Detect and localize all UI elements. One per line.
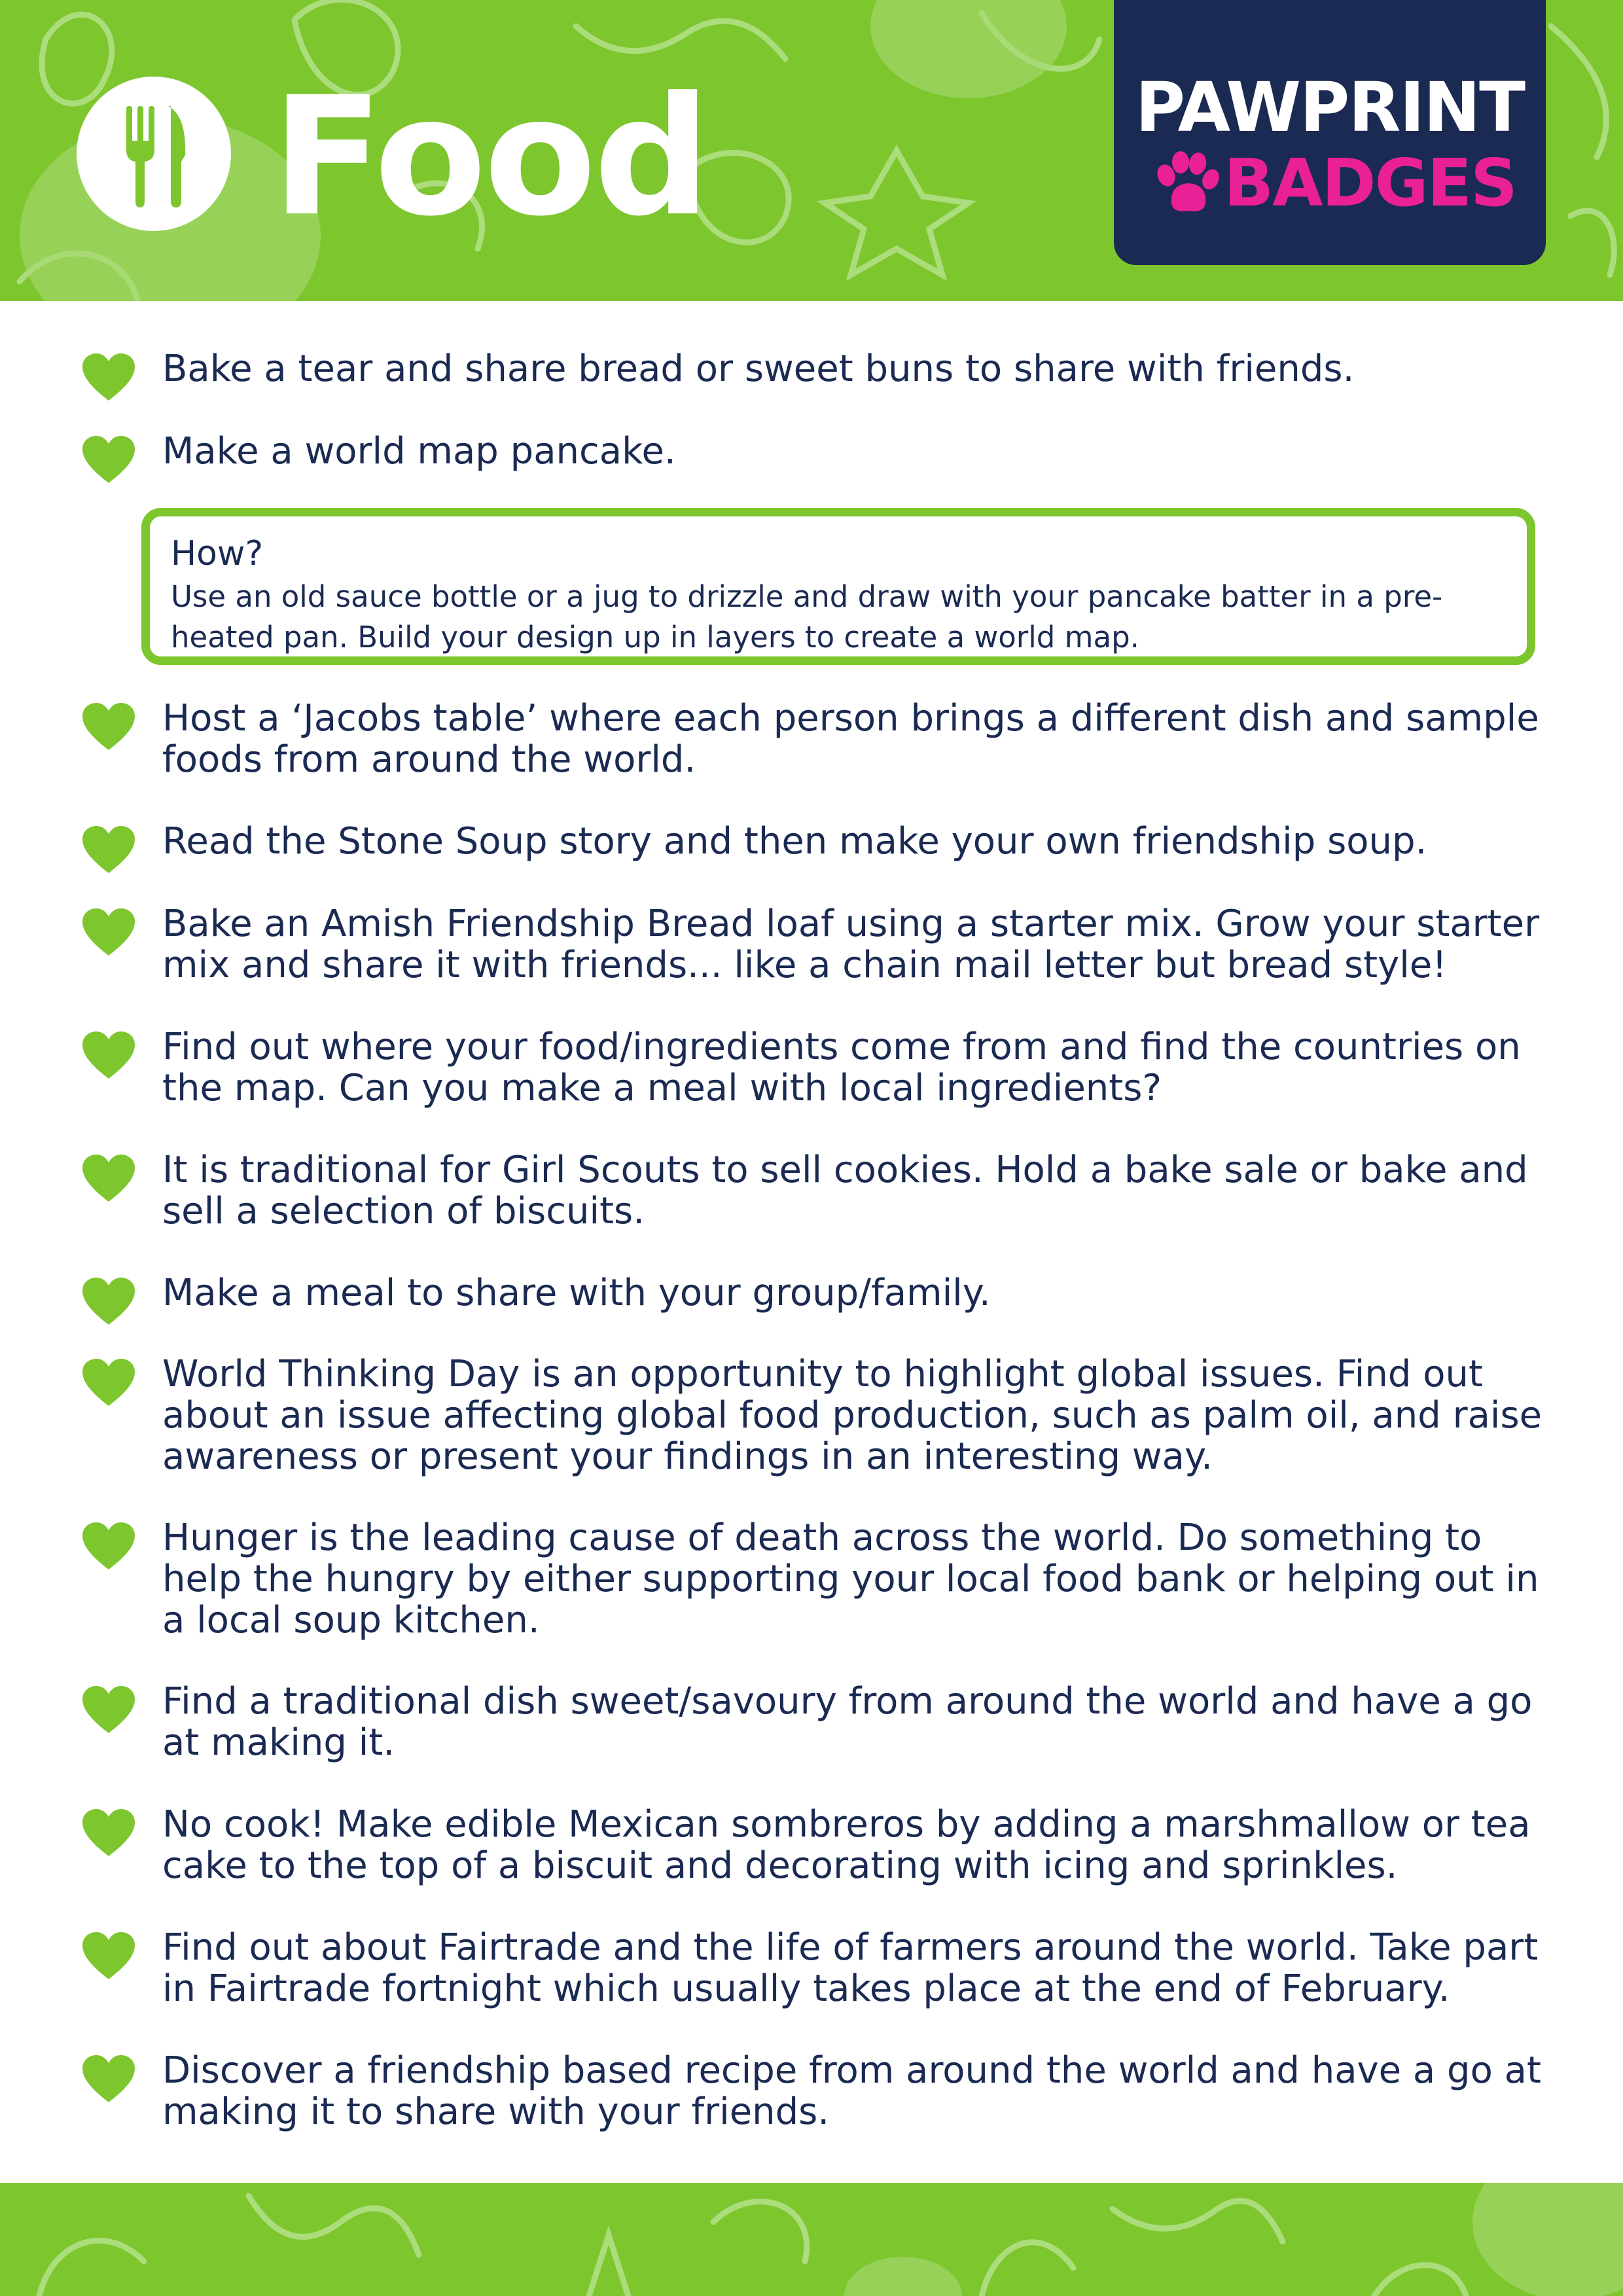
pawprint-badges-logo — [1114, 0, 1546, 265]
item-text: Make a meal to share with your group/family. — [162, 1272, 991, 1314]
fork-knife-icon — [77, 77, 231, 231]
heart-icon — [81, 1357, 136, 1407]
how-body: Use an old sauce bottle or a jug to drizzle and draw with your pancake batter in a pre-heated pan. Build your design up in layers to create a world map. — [171, 579, 1443, 655]
heart-icon — [81, 1808, 136, 1857]
item-text: Host a ‘Jacobs table’ where each person brings a different dish and sample foods from around the world. — [162, 697, 1539, 781]
paw-icon — [1152, 151, 1221, 216]
page-title: Food — [272, 62, 709, 252]
footer-banner — [0, 2183, 1623, 2296]
item-text: Make a world map pancake. — [162, 430, 676, 473]
heart-icon — [81, 907, 136, 957]
header-banner — [0, 0, 1623, 301]
item-text: Find out about Fairtrade and the life of farmers around the world. Take part in Fairtrade fortnight which usually takes place at the end of February. — [162, 1926, 1539, 2010]
item-text: Hunger is the leading cause of death across the world. Do something to help the hungry by either supporting your local food bank or helping out in a local soup kitchen. — [162, 1516, 1539, 1641]
item-text: World Thinking Day is an opportunity to highlight global issues. Find out about an issue affecting global food production, such as palm oil, and raise awareness or present your findings in an interesting way. — [162, 1353, 1543, 1478]
heart-icon — [81, 1030, 136, 1080]
heart-icon — [81, 352, 136, 402]
how-title: How? — [171, 534, 264, 573]
heart-icon — [81, 702, 136, 751]
heart-icon — [81, 1931, 136, 1981]
doodle-pattern — [0, 2183, 1623, 2296]
item-text: It is traditional for Girl Scouts to sell cookies. Hold a bake sale or bake and sell a selection of biscuits. — [162, 1149, 1528, 1232]
heart-icon — [81, 2054, 136, 2104]
how-box — [141, 508, 1535, 665]
heart-icon — [81, 825, 136, 874]
heart-icon — [81, 1521, 136, 1571]
heart-icon — [81, 435, 136, 484]
item-text: Read the Stone Soup story and then make your own friendship soup. — [162, 820, 1427, 863]
item-text: Find out where your food/ingredients come from and find the countries on the map. Can you make a meal with local ingredients? — [162, 1026, 1521, 1109]
heart-icon — [81, 1685, 136, 1734]
logo-line-2: BADGES — [1224, 145, 1517, 221]
logo-line-1: PAWPRINT — [1135, 67, 1525, 147]
item-text: Discover a friendship based recipe from around the world and have a go at making it to share with your friends. — [162, 2049, 1541, 2133]
item-text: Bake a tear and share bread or sweet buns to share with friends. — [162, 348, 1355, 390]
item-text: Bake an Amish Friendship Bread loaf using a starter mix. Grow your starter mix and share it with friends... like a chain mail letter but bread style! — [162, 903, 1540, 986]
heart-icon — [81, 1276, 136, 1326]
item-text: No cook! Make edible Mexican sombreros by adding a marshmallow or tea cake to the top of a biscuit and decorating with icing and sprinkles. — [162, 1803, 1531, 1887]
heart-icon — [81, 1153, 136, 1203]
item-text: Find a traditional dish sweet/savoury from around the world and have a go at making it. — [162, 1680, 1533, 1764]
